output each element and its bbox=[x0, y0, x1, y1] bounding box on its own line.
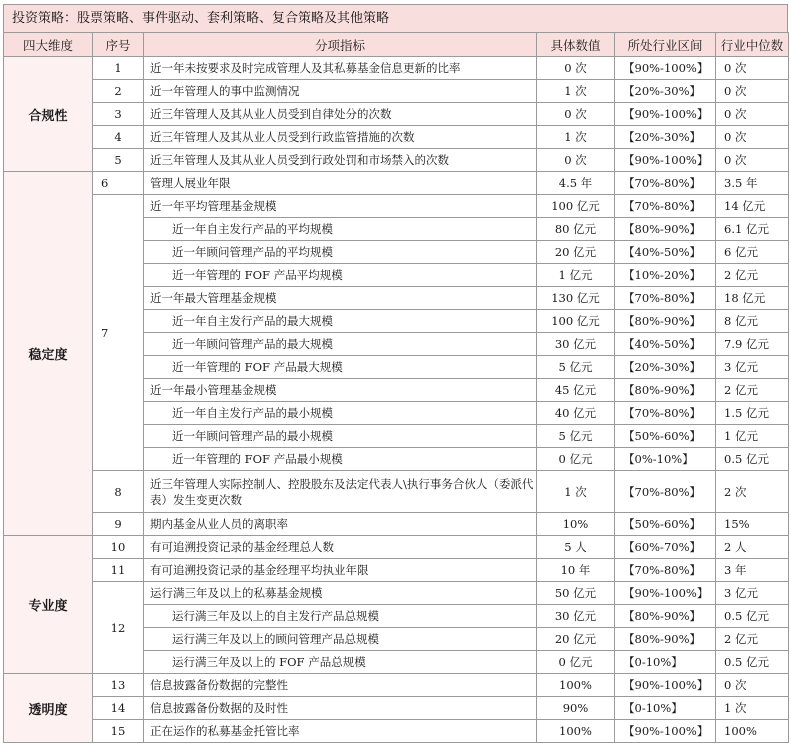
row-range: 【90%-100%】 bbox=[615, 674, 716, 697]
row-value: 45 亿元 bbox=[537, 379, 615, 402]
header-seq: 序号 bbox=[93, 33, 144, 57]
row-range: 【90%-100%】 bbox=[615, 149, 716, 172]
table-row bbox=[4, 195, 789, 218]
row-median: 1 次 bbox=[716, 697, 789, 720]
row-indicator: 管理人展业年限 bbox=[144, 172, 537, 195]
row-indicator: 运行满三年及以上的顾问管理产品总规模 bbox=[144, 628, 537, 651]
row-value: 20 亿元 bbox=[537, 628, 615, 651]
row-range: 【40%-50%】 bbox=[615, 241, 716, 264]
row-range: 【50%-60%】 bbox=[615, 425, 716, 448]
row-seq: 15 bbox=[93, 720, 144, 743]
row-median: 3 年 bbox=[716, 559, 789, 582]
row-range: 【80%-90%】 bbox=[615, 310, 716, 333]
row-indicator: 近一年顾问管理产品的平均规模 bbox=[144, 241, 537, 264]
row-median: 1.5 亿元 bbox=[716, 402, 789, 425]
row-range: 【70%-80%】 bbox=[615, 559, 716, 582]
row-seq: 1 bbox=[93, 57, 144, 80]
row-median: 8 亿元 bbox=[716, 310, 789, 333]
row-value: 130 亿元 bbox=[537, 287, 615, 310]
dimension-stability: 稳定度 bbox=[4, 172, 93, 536]
row-indicator: 近一年最大管理基金规模 bbox=[144, 287, 537, 310]
row-indicator: 近一年自主发行产品的最小规模 bbox=[144, 402, 537, 425]
row-indicator: 近一年顾问管理产品的最小规模 bbox=[144, 425, 537, 448]
row-median: 6 亿元 bbox=[716, 241, 789, 264]
header-value: 具体数值 bbox=[537, 33, 615, 57]
row-range: 【20%-30%】 bbox=[615, 126, 716, 149]
row-seq: 10 bbox=[93, 536, 144, 559]
row-indicator: 信息披露备份数据的及时性 bbox=[144, 697, 537, 720]
row-median: 0 次 bbox=[716, 103, 789, 126]
row-median: 2 亿元 bbox=[716, 379, 789, 402]
header-median: 行业中位数 bbox=[716, 33, 789, 57]
row-indicator: 近一年平均管理基金规模 bbox=[144, 195, 537, 218]
row-seq: 2 bbox=[93, 80, 144, 103]
row-value: 100% bbox=[537, 674, 615, 697]
row-median: 3.5 年 bbox=[716, 172, 789, 195]
row-median: 0 次 bbox=[716, 674, 789, 697]
strategy-title: 投资策略：股票策略、事件驱动、套利策略、复合策略及其他策略 bbox=[3, 4, 788, 32]
table-row bbox=[4, 720, 789, 743]
row-value: 100% bbox=[537, 720, 615, 743]
row-median: 0.5 亿元 bbox=[716, 605, 789, 628]
row-range: 【20%-30%】 bbox=[615, 356, 716, 379]
table-row bbox=[4, 103, 789, 126]
row-indicator: 近一年自主发行产品的最大规模 bbox=[144, 310, 537, 333]
dimension-compliance: 合规性 bbox=[4, 57, 93, 172]
row-indicator: 有可追溯投资记录的基金经理总人数 bbox=[144, 536, 537, 559]
row-indicator: 信息披露备份数据的完整性 bbox=[144, 674, 537, 697]
row-value: 10% bbox=[537, 513, 615, 536]
row-value: 10 年 bbox=[537, 559, 615, 582]
row-range: 【70%-80%】 bbox=[615, 471, 716, 513]
row-value: 1 亿元 bbox=[537, 264, 615, 287]
row-indicator: 近一年管理的 FOF 产品最大规模 bbox=[144, 356, 537, 379]
row-median: 0 次 bbox=[716, 126, 789, 149]
row-range: 【90%-100%】 bbox=[615, 57, 716, 80]
row-range: 【10%-20%】 bbox=[615, 264, 716, 287]
row-indicator: 近三年管理人及其从业人员受到自律处分的次数 bbox=[144, 103, 537, 126]
row-value: 1 次 bbox=[537, 471, 615, 513]
row-value: 5 人 bbox=[537, 536, 615, 559]
table-row bbox=[4, 57, 789, 80]
row-indicator: 运行满三年及以上的私募基金规模 bbox=[144, 582, 537, 605]
row-indicator: 期内基金从业人员的离职率 bbox=[144, 513, 537, 536]
row-indicator: 运行满三年及以上的自主发行产品总规模 bbox=[144, 605, 537, 628]
row-range: 【80%-90%】 bbox=[615, 628, 716, 651]
row-range: 【70%-80%】 bbox=[615, 195, 716, 218]
row-median: 100% bbox=[716, 720, 789, 743]
table-row bbox=[4, 513, 789, 536]
row-range: 【0-10%】 bbox=[615, 651, 716, 674]
row-seq: 4 bbox=[93, 126, 144, 149]
row-value: 20 亿元 bbox=[537, 241, 615, 264]
row-indicator: 近一年管理的 FOF 产品平均规模 bbox=[144, 264, 537, 287]
table-row bbox=[4, 674, 789, 697]
row-indicator: 近三年管理人及其从业人员受到行政监管措施的次数 bbox=[144, 126, 537, 149]
row-value: 50 亿元 bbox=[537, 582, 615, 605]
row-median: 1 亿元 bbox=[716, 425, 789, 448]
row-indicator: 运行满三年及以上的 FOF 产品总规模 bbox=[144, 651, 537, 674]
indicator-table bbox=[3, 32, 789, 743]
row-range: 【80%-90%】 bbox=[615, 605, 716, 628]
table-row bbox=[4, 126, 789, 149]
row-median: 7.9 亿元 bbox=[716, 333, 789, 356]
row-value: 30 亿元 bbox=[537, 333, 615, 356]
row-range: 【0-10%】 bbox=[615, 697, 716, 720]
row-value: 0 亿元 bbox=[537, 448, 615, 471]
row-seq: 13 bbox=[93, 674, 144, 697]
table-row bbox=[4, 149, 789, 172]
table-row bbox=[4, 697, 789, 720]
row-value: 0 次 bbox=[537, 57, 615, 80]
row-indicator: 近一年未按要求及时完成管理人及其私募基金信息更新的比率 bbox=[144, 57, 537, 80]
row-range: 【50%-60%】 bbox=[615, 513, 716, 536]
row-range: 【80%-90%】 bbox=[615, 218, 716, 241]
row-range: 【20%-30%】 bbox=[615, 80, 716, 103]
row-range: 【80%-90%】 bbox=[615, 379, 716, 402]
row-median: 2 人 bbox=[716, 536, 789, 559]
row-range: 【70%-80%】 bbox=[615, 172, 716, 195]
row-indicator: 近一年自主发行产品的平均规模 bbox=[144, 218, 537, 241]
row-median: 3 亿元 bbox=[716, 582, 789, 605]
row-value: 30 亿元 bbox=[537, 605, 615, 628]
row-indicator: 有可追溯投资记录的基金经理平均执业年限 bbox=[144, 559, 537, 582]
row-indicator: 近一年管理人的事中监测情况 bbox=[144, 80, 537, 103]
row-value: 80 亿元 bbox=[537, 218, 615, 241]
header-dimension: 四大维度 bbox=[4, 33, 93, 57]
row-indicator: 近一年最小管理基金规模 bbox=[144, 379, 537, 402]
row-median: 6.1 亿元 bbox=[716, 218, 789, 241]
row-seq: 12 bbox=[93, 582, 144, 674]
row-seq: 14 bbox=[93, 697, 144, 720]
row-median: 0 次 bbox=[716, 80, 789, 103]
assessment-sheet bbox=[3, 4, 788, 743]
row-median: 15% bbox=[716, 513, 789, 536]
row-seq: 7 bbox=[93, 195, 144, 471]
row-range: 【0%-10%】 bbox=[615, 448, 716, 471]
row-value: 5 亿元 bbox=[537, 425, 615, 448]
row-median: 0.5 亿元 bbox=[716, 651, 789, 674]
row-seq: 11 bbox=[93, 559, 144, 582]
row-median: 18 亿元 bbox=[716, 287, 789, 310]
row-range: 【90%-100%】 bbox=[615, 582, 716, 605]
row-median: 2 亿元 bbox=[716, 264, 789, 287]
row-median: 0 次 bbox=[716, 57, 789, 80]
table-row bbox=[4, 559, 789, 582]
header-indicator: 分项指标 bbox=[144, 33, 537, 57]
row-range: 【90%-100%】 bbox=[615, 720, 716, 743]
row-range: 【90%-100%】 bbox=[615, 103, 716, 126]
row-range: 【70%-80%】 bbox=[615, 287, 716, 310]
row-median: 0 次 bbox=[716, 149, 789, 172]
row-value: 40 亿元 bbox=[537, 402, 615, 425]
row-indicator: 近一年顾问管理产品的最大规模 bbox=[144, 333, 537, 356]
row-median: 3 亿元 bbox=[716, 356, 789, 379]
row-value: 0 次 bbox=[537, 149, 615, 172]
row-seq: 8 bbox=[93, 471, 144, 513]
table-header-row bbox=[4, 33, 789, 57]
row-median: 2 次 bbox=[716, 471, 789, 513]
row-value: 90% bbox=[537, 697, 615, 720]
row-value: 0 亿元 bbox=[537, 651, 615, 674]
row-value: 100 亿元 bbox=[537, 195, 615, 218]
dimension-professional: 专业度 bbox=[4, 536, 93, 674]
row-seq: 3 bbox=[93, 103, 144, 126]
row-value: 1 次 bbox=[537, 80, 615, 103]
row-indicator: 近三年管理人实际控制人、控股股东及法定代表人\执行事务合伙人（委派代表）发生变更次数 bbox=[144, 471, 537, 513]
table-row bbox=[4, 172, 789, 195]
row-indicator: 正在运作的私募基金托管比率 bbox=[144, 720, 537, 743]
row-value: 4.5 年 bbox=[537, 172, 615, 195]
row-range: 【40%-50%】 bbox=[615, 333, 716, 356]
row-seq: 5 bbox=[93, 149, 144, 172]
row-value: 0 次 bbox=[537, 103, 615, 126]
row-median: 0.5 亿元 bbox=[716, 448, 789, 471]
row-value: 100 亿元 bbox=[537, 310, 615, 333]
row-range: 【60%-70%】 bbox=[615, 536, 716, 559]
row-indicator: 近三年管理人及其从业人员受到行政处罚和市场禁入的次数 bbox=[144, 149, 537, 172]
table-row bbox=[4, 582, 789, 605]
row-median: 14 亿元 bbox=[716, 195, 789, 218]
table-row bbox=[4, 536, 789, 559]
dimension-transparency: 透明度 bbox=[4, 674, 93, 743]
row-median: 2 亿元 bbox=[716, 628, 789, 651]
row-seq: 9 bbox=[93, 513, 144, 536]
row-indicator: 近一年管理的 FOF 产品最小规模 bbox=[144, 448, 537, 471]
header-range: 所处行业区间 bbox=[615, 33, 716, 57]
row-value: 5 亿元 bbox=[537, 356, 615, 379]
table-row bbox=[4, 471, 789, 513]
table-row bbox=[4, 80, 789, 103]
row-seq: 6 bbox=[93, 172, 144, 195]
row-range: 【70%-80%】 bbox=[615, 402, 716, 425]
row-value: 1 次 bbox=[537, 126, 615, 149]
